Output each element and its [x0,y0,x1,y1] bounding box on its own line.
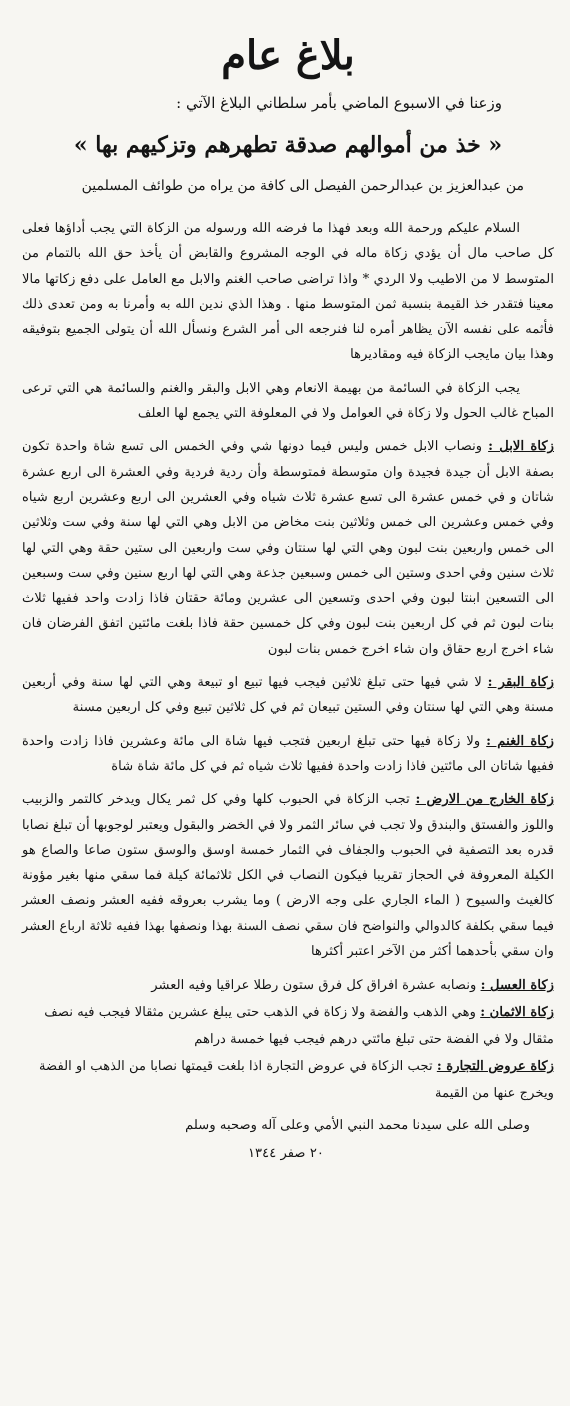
trade-section [22,1053,554,1107]
cattle-text: لا شي فيها حتى تبلغ ثلاثين فيجب فيها تبيع او تبيعة وهي التي لها سنة وفي أربعين مسنة وهي التي لها سنتان وفي الستين تبيعان ثم في كل ثلاثين تبيع وفي كل اربعين مسنة [22,675,554,716]
trade-text: تجب الزكاة في عروض التجارة اذا بلغت قيمتها نصابا من الذهب او الفضة ويخرج عنها من القيمة [38,1059,554,1102]
money-heading: زكاة الاثمان : [480,1005,554,1021]
camels-section [22,434,554,662]
document-title: بلاغ عام [221,32,355,79]
produce-section [22,787,554,964]
cattle-section [22,670,554,721]
sender-line: من عبدالعزيز بن عبدالرحمن الفيصل الى كافة من يراه من طوائف المسلمين [81,178,524,194]
date-line: ٢٠ صفر ١٣٤٤ [247,1146,324,1162]
money-section [22,999,554,1053]
produce-text: تجب الزكاة في الحبوب كلها وفي كل ثمر يكال ويدخر كالتمر والزبيب واللوز والفستق والبندق ولا تجب في سائر الثمر ولا في الخضر والبقول ويعتبر لوجوبها أن تبلغ نصابا قدره بعد التصفية في الحبوب والجفاف في الثمار خمسة اوسق والوسق ستون صاعا والصاع هو الكيلة المعروفة في الحجاز تقريبا فيكون النصاب في الكل ثلاثمائة كيلة فما سقي منها بغير مؤونة كالغيث والسيوح ( الماء الجاري على وجه الارض ) وما يشرب بعروقه ففيه العشر ونصف العشر فيما سقي بكلفة كالدوالي والنواضح فان سقي نصف السنة بهذا ونصفها بهذا ففيه ثلاثة ارباع العشر وان سقي بأحدهما أكثر من الآخر اعتبر أكثرها [22,792,554,960]
camels-text: ونصاب الابل خمس وليس فيما دونها شي وفي الخمس الى تسع شاة واحدة تكون بصفة الابل أن جيدة فجيدة وان متوسطة فمتوسطة وأن ردية فردية وفي العشرة الى اربع عشرة شاتان و في خمس عشرة الى تسع عشرة ثلاث شياه وفي العشرين الى اربع وعشرين اربع شياه وفي خمس وعشرين الى خمس وثلاثين بنت مخاض من الابل وهي التي لها سنة وفي ست وثلاثين الى خمس واربعين بنت لبون وهي التي لها سنتان وفي ست واربعين الى ستين حقة وهي التي لها ثلاث سنين وفي احدى وستين الى خمس وسبعين جذعة وهي التي لها اربع سنين وفي ست وسبعين الى التسعين ابنتا لبون وفي احدى وتسعين الى عشرين ومائة حقتان فاذا زادت واحد ففيها ثلاث بنات لبون ثم في كل اربعين بنت لبون وفي كل خمسين حقة فاذا بلغت مائتين اتفق الفرضان فان شاء اخرج اربع حقاق وان شاء اخرج خمس بنات لبون [22,439,554,657]
cattle-heading: زكاة البقر : [487,675,554,691]
sheep-section [22,729,554,780]
closing-line: وصلى الله على سيدنا محمد النبي الأمي وعلى آله وصحبه وسلم [185,1118,530,1134]
sheep-heading: زكاة الغنم : [486,733,554,749]
money-text: وهي الذهب والفضة ولا زكاة في الذهب حتى يبلغ عشرين مثقالا فيجب فيه نصف مثقال ولا في الفضة حتى تبلغ مائتي درهم فيجب فيها خمسة دراهم [44,1005,554,1048]
trade-heading: زكاة عروض التجارة : [436,1059,554,1075]
honey-section [22,972,554,999]
camels-heading: زكاة الابل : [488,439,554,455]
intro-line: وزعنا في الاسبوع الماضي بأمر سلطاني البلاغ الآتي : [176,94,502,112]
opening-paragraph: السلام عليكم ورحمة الله وبعد فهذا ما فرضه الله ورسوله من الزكاة التي يجب أداؤها فعلى كل صاحب مال أن يؤدي زكاة ماله في الوجه المشروع والقابض أن يأخذ حق الله بالتمام من المتوسط لا من الاطيب ولا الردي * واذا تراضى صاحب الغنم والابل مع العامل على دفع زكاتها مالا معينا فتقدر خذ القيمة بنسبة ثمن المتوسط منها . وهذا الذي ندين الله به وأمرنا به ومن تعدى ذلك فأثمه على نفسه الآن يظاهر أمره لنا فنرجعه الى أمر الشرع ونسأل الله أن يتولى الجميع بتوفيقه وهذا بيان مايجب الزكاة فيه ومقاديرها [22,221,554,363]
livestock-paragraph: يجب الزكاة في السائمة من بهيمة الانعام وهي الابل والبقر والغنم والسائمة هي التي ترعى المباح غالب الحول ولا زكاة في العوامل ولا في المعلوفة التي يجمع لها العلف [22,380,554,422]
honey-heading: زكاة العسل : [480,978,554,994]
honey-text: ونصابه عشرة افراق كل فرق ستون رطلا عراقيا وفيه العشر [151,978,477,994]
quran-verse: « خذ من أموالهم صدقة تطهرهم وتزكيهم بها » [73,132,503,158]
produce-heading: زكاة الخارج من الارض : [415,792,554,808]
sheep-text: ولا زكاة فيها حتى تبلغ اربعين فتجب فيها شاة الى مائة وعشرين فاذا زادت واحدة ففيها شاتان الى مائتين فاذا زادت واحدة ففيها ثلاث شياه ثم في كل مائة شاة شاة [22,733,554,774]
